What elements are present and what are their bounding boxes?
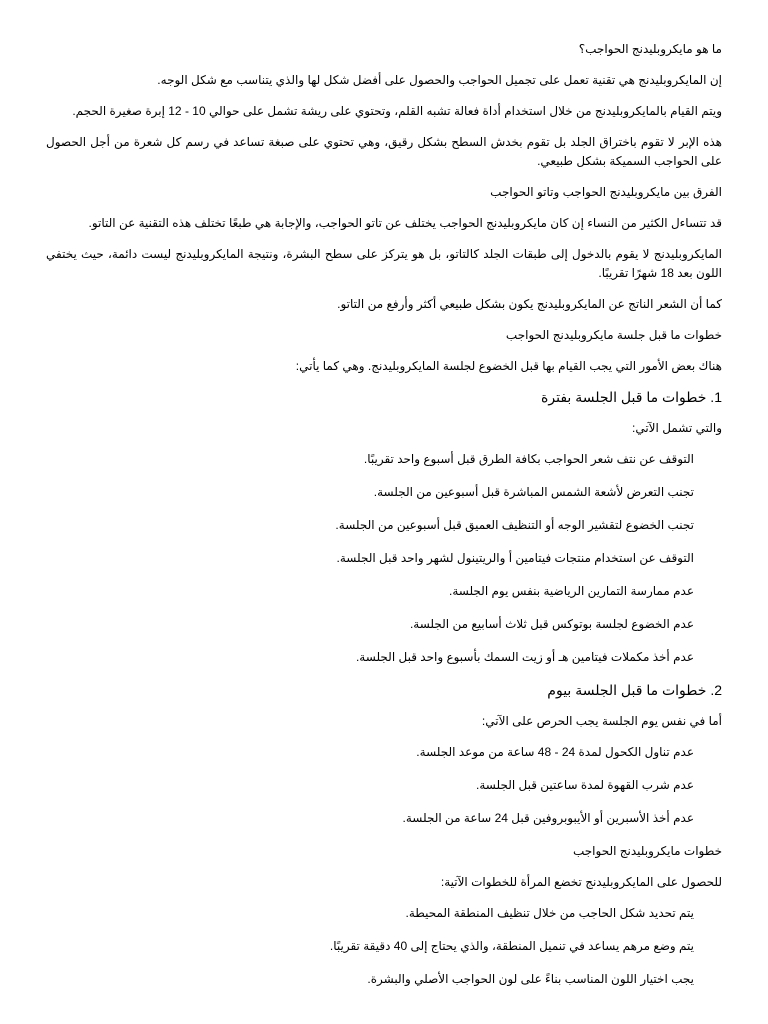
list-item: عدم أخذ الأسبرين أو الأيبوبروفين قبل 24 ساعة من الجلسة. (402, 811, 694, 825)
pre-session-heading: خطوات ما قبل جلسة مايكروبليدنج الحواجب (505, 328, 722, 342)
step-2-heading: 2. خطوات ما قبل الجلسة بيوم (547, 682, 722, 698)
list-item: يتم وضع مرهم يساعد في تنميل المنطقة، والذي يحتاج إلى 40 دقيقة تقريبًا. (329, 939, 694, 953)
list-before-session (46, 450, 722, 667)
list-item: تجنب الخضوع لتقشير الوجه أو التنظيف العميق قبل أسبوعين من الجلسة. (335, 518, 694, 532)
list-item: تجنب التعرض لأشعة الشمس المباشرة قبل أسبوعين من الجلسة. (373, 485, 694, 499)
question-heading: ما هو مايكروبليدنج الحواجب؟ (578, 42, 722, 56)
list-item: يجب اختيار اللون المناسب بناءً على لون الحواجب الأصلي والبشرة. (367, 972, 694, 986)
list-session-day (46, 743, 722, 828)
list-item: يتم تحديد شكل الحاجب من خلال تنظيف المنطقة المحيطة. (405, 906, 694, 920)
step-2-intro: أما في نفس يوم الجلسة يجب الحرص على الآتي: (481, 714, 722, 728)
list-item: التوقف عن استخدام منتجات فيتامين أ والريتينول لشهر واحد قبل الجلسة. (336, 551, 694, 565)
list-item: عدم تناول الكحول لمدة 24 - 48 ساعة من موعد الجلسة. (416, 745, 694, 759)
step-1-heading: 1. خطوات ما قبل الجلسة بفترة (541, 389, 722, 405)
step-1-intro: والتي تشمل الآتي: (632, 421, 722, 435)
tool-paragraph: ويتم القيام بالمايكروبليدنج من خلال استخدام أداة فعالة تشبه القلم، وتحتوي على ريشة تشمل على حوالي 10 - 12 إبرة صغيرة الحجم. (72, 104, 722, 118)
list-item: عدم شرب القهوة لمدة ساعتين قبل الجلسة. (476, 778, 694, 792)
hair-paragraph: كما أن الشعر الناتج عن المايكروبليدنج يكون بشكل طبيعي أكثر وأرفع من التاتو. (337, 297, 722, 311)
list-item: عدم الخضوع لجلسة بوتوكس قبل ثلاث أسابيع من الجلسة. (409, 617, 694, 631)
difference-paragraph: قد تتساءل الكثير من النساء إن كان مايكروبليدنج الحواجب يختلف عن تاتو الحواجب، والإجابة هي طبعًا تختلف هذه التقنية عن التاتو. (88, 216, 722, 230)
pre-session-intro: هناك بعض الأمور التي يجب القيام بها قبل الخضوع لجلسة المايكروبليدنج. وهي كما يأتي: (295, 359, 722, 373)
layers-paragraph: المايكروبليدنج لا يقوم بالدخول إلى طبقات الجلد كالتاتو، بل هو يتركز على سطح البشرة، ونتيجة المايكروبليدنج ليست دائمة، حيث يختفي اللون بعد 18 شهرًا تقريبًا. (46, 247, 722, 280)
intro-paragraph: إن المايكروبليدنج هي تقنية تعمل على تجميل الحواجب والحصول على أفضل شكل لها والذي يتناسب مع شكل الوجه. (157, 73, 722, 87)
steps-intro: للحصول على المايكروبليدنج تخضع المرأة للخطوات الآتية: (440, 875, 722, 889)
list-item: عدم أخذ مكملات فيتامين هـ أو زيت السمك بأسبوع واحد قبل الجلسة. (355, 650, 694, 664)
list-item: التوقف عن نتف شعر الحواجب بكافة الطرق قبل أسبوع واحد تقريبًا. (363, 452, 694, 466)
difference-heading: الفرق بين مايكروبليدنج الحواجب وتاتو الحواجب (490, 185, 722, 199)
needles-paragraph: هذه الإبر لا تقوم باختراق الجلد بل تقوم بخدش السطح بشكل رقيق، وهي تحتوي على صبغة تساعد في رسم كل شعرة من أجل الحصول على الحواجب السميكة بشكل طبيعي. (46, 135, 722, 168)
list-item: عدم ممارسة التمارين الرياضية بنفس يوم الجلسة. (448, 584, 694, 598)
list-procedure-steps (46, 904, 722, 989)
steps-heading: خطوات مايكروبليدنج الحواجب (572, 844, 722, 858)
